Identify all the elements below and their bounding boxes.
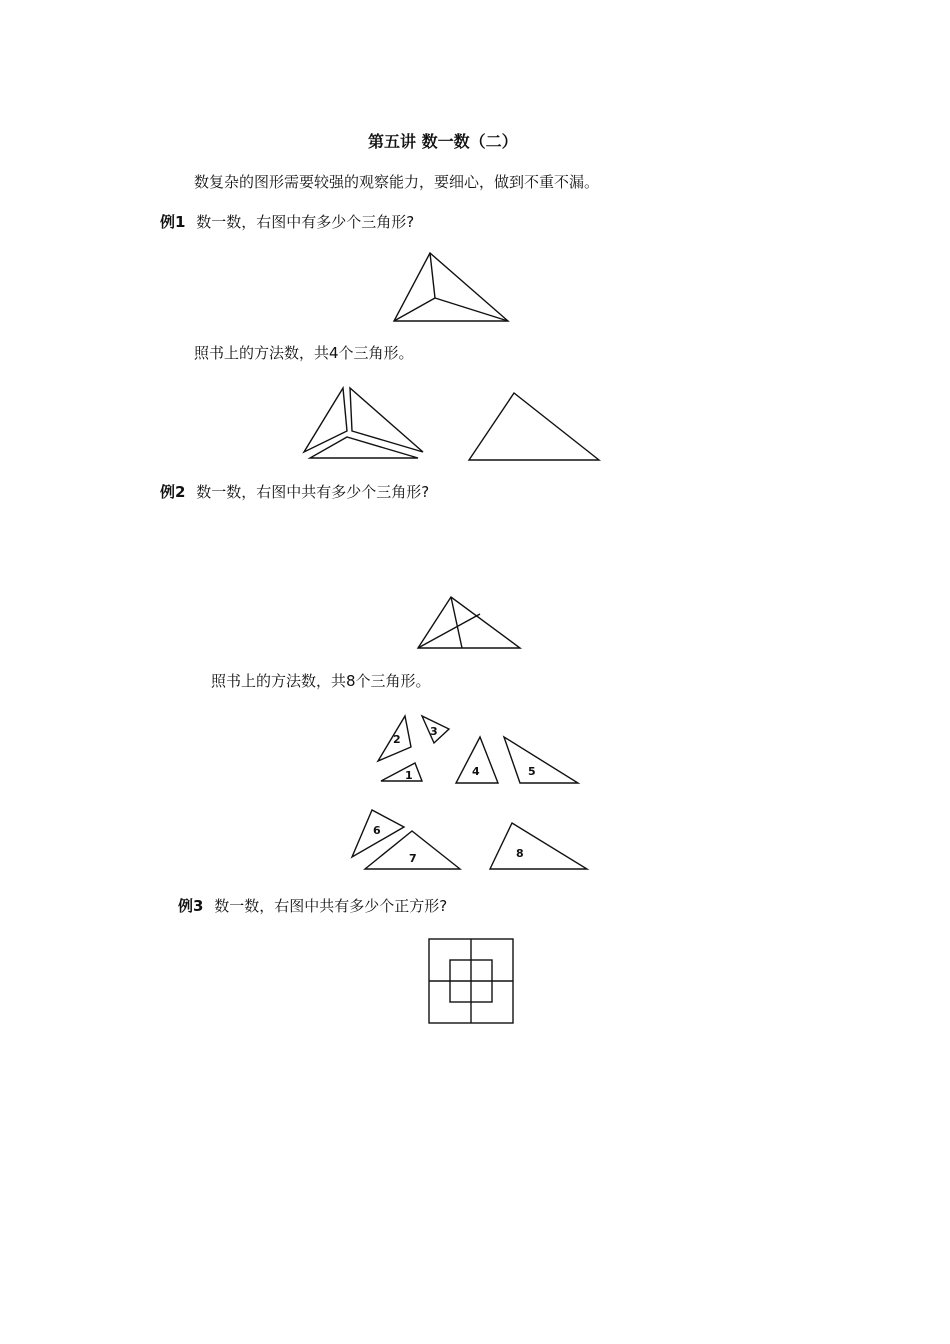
- example-3-label: 例3: [178, 897, 204, 915]
- piece-3-label: 3: [430, 725, 438, 738]
- example-2-question-text: 数一数，右图中共有多少个三角形?: [196, 483, 430, 501]
- piece-8-label: 8: [516, 847, 524, 860]
- piece-1-label: 1: [405, 769, 413, 782]
- piece-7-label: 7: [409, 852, 417, 865]
- piece-5-label: 5: [528, 765, 536, 778]
- example-1-question-text: 数一数，右图中有多少个三角形?: [196, 213, 415, 231]
- example-2-answer: 照书上的方法数，共8个三角形。: [211, 672, 431, 690]
- piece-4-label: 4: [472, 765, 480, 778]
- example-2-label: 例2: [160, 483, 186, 501]
- example-1-label: 例1: [160, 213, 186, 231]
- piece-6-label: 6: [373, 824, 381, 837]
- page-title: 第五讲 数一数（二）: [368, 132, 518, 151]
- intro-text: 数复杂的图形需要较强的观察能力，要细心，做到不重不漏。: [194, 173, 600, 191]
- piece-2-label: 2: [393, 733, 401, 746]
- example-1-answer: 照书上的方法数，共4个三角形。: [194, 344, 414, 362]
- example-3-question-text: 数一数，右图中共有多少个正方形?: [214, 897, 448, 915]
